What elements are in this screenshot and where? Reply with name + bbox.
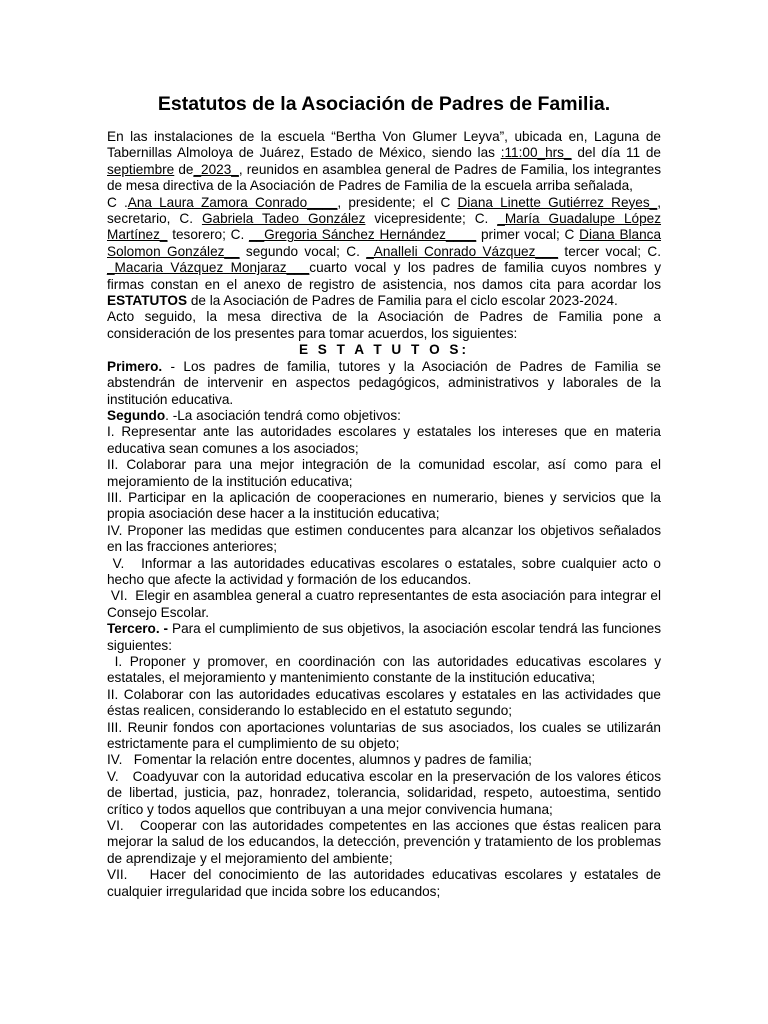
intro-text: , reunidos en asamblea general de Padres de Familia, los integrantes de mesa directiva de la Asociación de Padres de Familia de la escuela arriba señalada, — [107, 161, 661, 194]
list-item: IV. Proponer las medidas que estimen conducentes para alcanzar los objetivos señalados en las fracciones anteriores; — [107, 522, 661, 555]
intro-text: del día 11 de — [571, 145, 661, 161]
members-paragraph — [107, 195, 661, 310]
members-text: tercer vocal; C. — [558, 243, 661, 259]
list-item: VII. Hacer del conocimiento de las autoridades educativas escolares y estatales de cualquier irregularidad que incida sobre los educandos; — [107, 867, 665, 899]
members-text: , secretario, C. — [107, 194, 661, 227]
members-text: cuarto vocal y los padres de familia cuyos nombres y firmas constan en el anexo de registro de asistencia, nos damos cita para acordar los — [107, 260, 662, 292]
list-item: IV. Fomentar la relación entre docentes, alumnos y padres de familia; — [107, 752, 532, 768]
president-name: Ana Laura Zamora Conrado____ — [127, 194, 338, 210]
primero-label: Primero. — [107, 358, 163, 374]
estatutos-word: ESTATUTOS — [107, 293, 188, 309]
meeting-month: septiembre — [107, 161, 175, 177]
members-text: vicepresidente; C. — [365, 211, 498, 227]
members-text: , presidente; el C — [337, 194, 458, 210]
list-item: III. Reunir fondos con aportaciones voluntarias de sus asociados, los cuales se utilizarán estrictamente para el cumplimiento de su objeto; — [107, 719, 661, 752]
tercero-text: Para el cumplimiento de sus objetivos, la asociación escolar tendrá las funciones siguientes: — [107, 621, 661, 653]
primero-paragraph — [107, 359, 661, 408]
third-vocal-name: _Analleli Conrado Vázquez___ — [366, 243, 559, 259]
members-text: C . — [107, 194, 128, 210]
list-item: VI. Cooperar con las autoridades competentes en las acciones que éstas realicen para mejorar la salud de los educandos, la detección, prevención y tratamiento de los problemas de aprendizaje y el mejoramiento del ambiente; — [107, 818, 665, 866]
tercero-label: Tercero. - — [107, 621, 169, 637]
document-title: Estatutos de la Asociación de Padres de Familia. — [157, 93, 611, 115]
meeting-year: _2023_ — [193, 161, 239, 177]
members-text: tesorero; C. — [167, 227, 250, 243]
estatutos-heading: E S T A T U T O S: — [298, 342, 470, 358]
list-item: VI. Elegir en asamblea general a cuatro representantes de esta asociación para integrar el Consejo Escolar. — [107, 588, 665, 620]
first-vocal-name: __Gregoria Sánchez Hernández____ — [249, 227, 477, 243]
meeting-time: :11:00_hrs_ — [500, 145, 572, 161]
list-item: II. Colaborar para una mejor integración de la comunidad escolar, así como para el mejoramiento de la institución educativa; — [107, 457, 661, 489]
intro-paragraph — [107, 129, 661, 195]
list-item: V. Coadyuvar con la autoridad educativa escolar en la preservación de los valores éticos de libertad, justicia, paz, honradez, tolerancia, solidaridad, respeto, autoestima, sentido crítico y todos aquellos que contribuyan a una mejor convivencia humana; — [107, 768, 665, 817]
primero-text: - Los padres de familia, tutores y la Asociación de Padres de Familia se abstendrán de intervenir en aspectos pedagógicos, administrativos y laborales de la institución educativa. — [107, 358, 661, 407]
list-item: I. Proponer y promover, en coordinación con las autoridades educativas escolares y estatales, el mejoramiento y mantenimiento constante de la institución educativa; — [107, 654, 665, 686]
intro-text: de — [174, 161, 194, 177]
list-item: III. Participar en la aplicación de cooperaciones en numerario, bienes y servicios que la propia asociación dese hacer a la institución educativa; — [107, 489, 661, 522]
second-vocal-name: Diana Blanca Solomon González__ — [107, 227, 662, 259]
secretary-name: Diana Linette Gutiérrez Reyes_ — [457, 194, 658, 210]
members-text: primer vocal; C — [476, 227, 580, 243]
segundo-label: Segundo — [107, 407, 166, 423]
list-item: I. Representar ante las autoridades escolares y estatales los intereses que en materia educativa sean comunes a los asociados; — [107, 424, 661, 456]
document-body — [107, 129, 665, 900]
vicepresident-name: Gabriela Tadeo González — [201, 211, 366, 227]
list-item: V. Informar a las autoridades educativas escolares o estatales, sobre cualquier acto o hecho que afecte la actividad y formación de los educandos. — [107, 555, 665, 587]
intro-text: En las instalaciones de la escuela “Bertha Von Glumer Leyva”, ubicada en, Laguna de Tabernillas Almoloya de Juárez, Estado de México, siendo las — [107, 129, 661, 161]
members-text: de la Asociación de Padres de Familia para el ciclo escolar 2023-2024. — [187, 293, 618, 309]
segundo-paragraph — [107, 408, 661, 424]
members-text: segundo vocal; C. — [239, 243, 367, 259]
list-item: II. Colaborar con las autoridades educativas escolares y estatales en las actividades que éstas realicen, considerando lo establecido en el estatuto segundo; — [107, 686, 661, 719]
tercero-paragraph — [107, 621, 661, 654]
segundo-text: . -La asociación tendrá como objetivos: — [165, 407, 401, 423]
treasurer-name: _María Guadalupe López Martínez_ — [107, 211, 662, 243]
acto-paragraph: Acto seguido, la mesa directiva de la Asociación de Padres de Familia pone a consideración de los presentes para tomar acuerdos, los siguientes: — [107, 309, 661, 341]
fourth-vocal-name: _Macaria Vázquez Monjaraz___ — [107, 260, 310, 276]
